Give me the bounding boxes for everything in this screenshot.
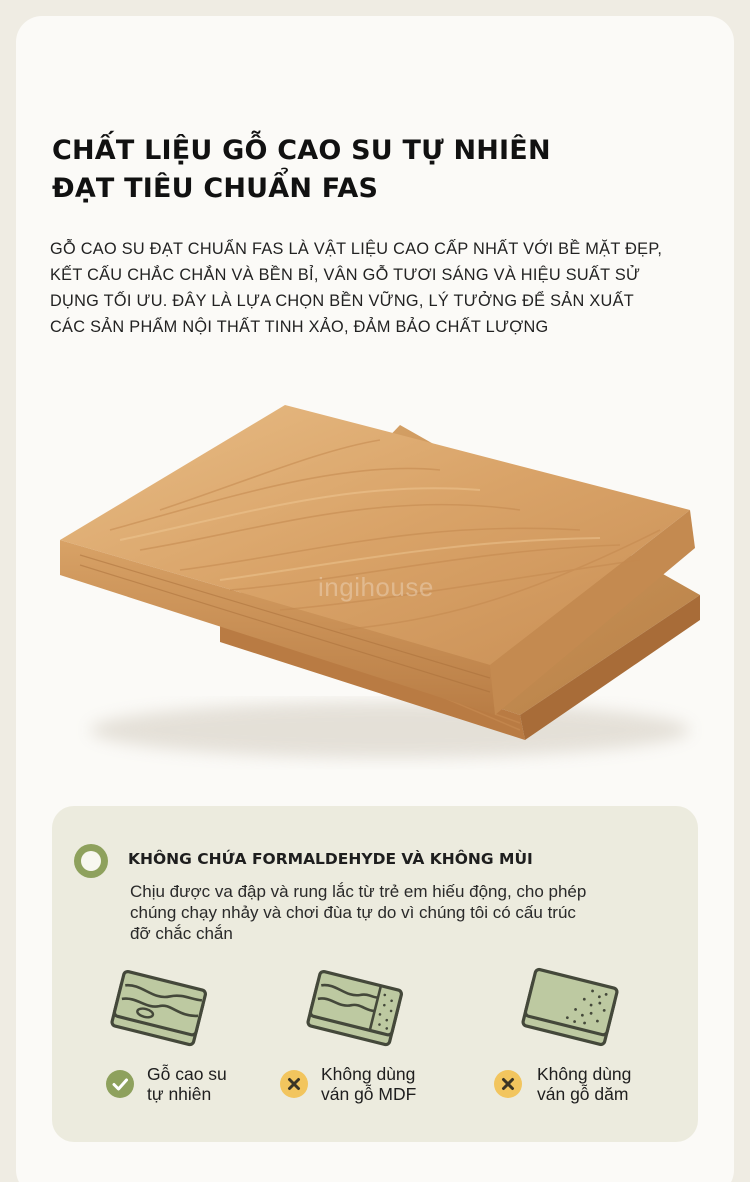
intro-line-3: DỤNG TỐI ƯU. ĐÂY LÀ LỰA CHỌN BỀN VỮNG, LÝ TƯỞNG ĐỂ SẢN XUẤT bbox=[50, 292, 634, 310]
feature-title: KHÔNG CHỨA FORMALDEHYDE VÀ KHÔNG MÙI bbox=[128, 850, 533, 868]
feature-desc-line-1: Chịu được va đập và rung lắc từ trẻ em hiếu động, cho phép bbox=[130, 882, 587, 901]
option-3-line-1: Không dùng bbox=[537, 1064, 632, 1084]
page-heading bbox=[52, 132, 652, 208]
option-1-line-1: Gỗ cao su bbox=[147, 1064, 227, 1084]
intro-line-4: CÁC SẢN PHẨM NỘI THẤT TINH XẢO, ĐẢM BẢO CHẤT LƯỢNG bbox=[50, 318, 549, 336]
feature-description bbox=[130, 881, 690, 944]
cross-icon bbox=[494, 1070, 522, 1098]
natural-wood-icon bbox=[106, 968, 210, 1054]
option-2-line-1: Không dùng bbox=[321, 1064, 416, 1084]
intro-line-2: KẾT CẤU CHẮC CHẮN VÀ BỀN BỈ, VÂN GỖ TƯƠI SÁNG VÀ HIỆU SUẤT SỬ bbox=[50, 266, 641, 284]
watermark-text: ingihouse bbox=[318, 572, 434, 602]
particle-board-icon bbox=[518, 962, 622, 1052]
cross-icon bbox=[280, 1070, 308, 1098]
option-mdf-label bbox=[321, 1064, 416, 1104]
option-natural-wood-label bbox=[147, 1064, 227, 1104]
feature-desc-line-3: đỡ chắc chắn bbox=[130, 924, 233, 943]
check-icon bbox=[106, 1070, 134, 1098]
option-particle-board-label bbox=[537, 1064, 631, 1104]
feature-desc-line-2: chúng chạy nhảy và chơi đùa tự do vì chúng tôi có cấu trúc bbox=[130, 903, 576, 922]
mdf-board-icon bbox=[302, 968, 406, 1054]
intro-paragraph bbox=[50, 236, 715, 340]
intro-line-1: GỖ CAO SU ĐẠT CHUẨN FAS LÀ VẬT LIỆU CAO CẤP NHẤT VỚI BỀ MẶT ĐẸP, bbox=[50, 240, 663, 258]
ring-bullet-icon bbox=[74, 844, 108, 878]
option-1-line-2: tự nhiên bbox=[147, 1084, 212, 1104]
option-2-line-2: ván gỗ MDF bbox=[321, 1084, 417, 1104]
heading-line-2: ĐẠT TIÊU CHUẨN FAS bbox=[52, 173, 379, 204]
heading-line-1: CHẤT LIỆU GỖ CAO SU TỰ NHIÊN bbox=[52, 135, 551, 166]
option-3-line-2: ván gỗ dăm bbox=[537, 1084, 629, 1104]
